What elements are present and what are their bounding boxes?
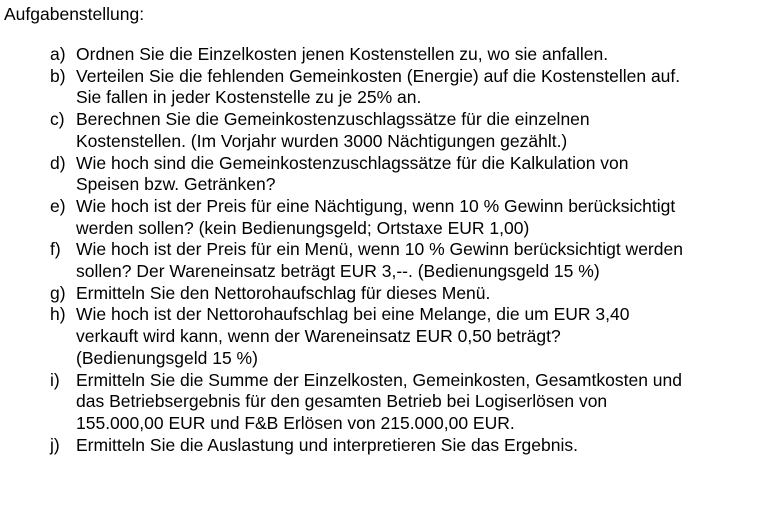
task-line: Berechnen Sie die Gemeinkostenzuschlagssätze für die einzelnen <box>76 109 590 130</box>
task-line: verkauft wird kann, wenn der Wareneinsatz EUR 0,50 beträgt? <box>76 326 561 347</box>
task-item-h <box>50 304 770 369</box>
task-item-i <box>50 370 770 435</box>
task-text <box>76 196 770 239</box>
task-letter: e) <box>50 195 66 216</box>
task-item-a <box>50 44 770 66</box>
task-text <box>76 109 770 152</box>
task-letter: d) <box>50 152 66 173</box>
task-line: Ordnen Sie die Einzelkosten jenen Kostenstellen zu, wo sie anfallen. <box>76 44 609 64</box>
task-text <box>76 304 770 369</box>
task-text <box>76 239 770 282</box>
task-text <box>76 44 770 66</box>
task-line: (Bedienungsgeld 15 %) <box>76 347 258 368</box>
page-heading: Aufgabenstellung: <box>4 4 145 24</box>
task-line: Kostenstellen. (Im Vorjahr wurden 3000 Nächtigungen gezählt.) <box>76 130 568 151</box>
task-line: Wie hoch ist der Preis für ein Menü, wenn 10 % Gewinn berücksichtigt werden <box>76 239 683 260</box>
task-line: Verteilen Sie die fehlenden Gemeinkosten (Energie) auf die Kostenstellen auf. <box>76 65 681 86</box>
task-item-f <box>50 239 770 282</box>
task-text <box>76 370 770 435</box>
task-line: werden sollen? (kein Bedienungsgeld; Ortstaxe EUR 1,00) <box>76 217 530 238</box>
task-line: Speisen bzw. Getränken? <box>76 174 276 195</box>
task-letter: h) <box>50 304 66 325</box>
task-letter: g) <box>50 282 66 303</box>
task-item-c <box>50 109 770 152</box>
task-line: 155.000,00 EUR und F&B Erlösen von 215.000,00 EUR. <box>76 412 515 433</box>
task-text <box>76 283 770 305</box>
task-line: Ermitteln Sie den Nettorohaufschlag für dieses Menü. <box>76 282 491 303</box>
task-line: das Betriebsergebnis für den gesamten Betrieb bei Logiserlösen von <box>76 391 608 412</box>
task-letter: c) <box>50 109 65 130</box>
task-list <box>50 44 770 456</box>
task-text <box>76 66 770 109</box>
task-item-b <box>50 66 770 109</box>
task-line: Wie hoch ist der Nettorohaufschlag bei eine Melange, die um EUR 3,40 <box>76 304 630 325</box>
task-item-e <box>50 196 770 239</box>
task-letter: a) <box>50 44 66 64</box>
task-line: Ermitteln Sie die Auslastung und interpretieren Sie das Ergebnis. <box>76 434 578 455</box>
task-item-g <box>50 283 770 305</box>
task-line: Ermitteln Sie die Summe der Einzelkosten, Gemeinkosten, Gesamtkosten und <box>76 369 682 390</box>
task-letter: b) <box>50 65 66 86</box>
task-text <box>76 435 770 457</box>
task-line: Wie hoch ist der Preis für eine Nächtigung, wenn 10 % Gewinn berücksichtigt <box>76 195 676 216</box>
task-line: Sie fallen in jeder Kostenstelle zu je 25% an. <box>76 87 422 108</box>
task-text <box>76 153 770 196</box>
task-item-d <box>50 153 770 196</box>
task-letter: j) <box>50 434 60 455</box>
task-line: Wie hoch sind die Gemeinkostenzuschlagssätze für die Kalkulation von <box>76 152 629 173</box>
task-letter: i) <box>50 369 60 390</box>
task-letter: f) <box>50 239 61 260</box>
task-line: sollen? Der Wareneinsatz beträgt EUR 3,--. (Bedienungsgeld 15 %) <box>76 261 600 282</box>
task-item-j <box>50 435 770 457</box>
